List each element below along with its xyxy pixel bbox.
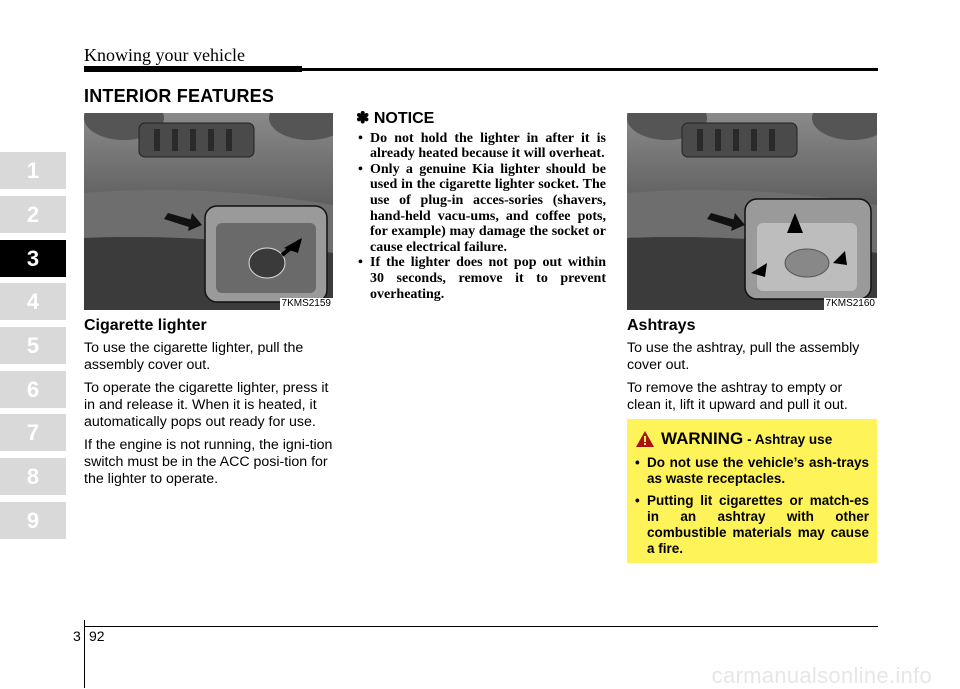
ashtray-illustration: [627, 113, 877, 310]
chapter-tab-4[interactable]: 4: [0, 283, 66, 320]
notice-item: • If the lighter does not pop out within 30 seconds, remove it to prevent overheating.: [356, 255, 606, 302]
chapter-tab-5[interactable]: 5: [0, 327, 66, 364]
notice-list: [356, 131, 606, 303]
warning-box: [627, 419, 877, 563]
lighter-illustration: [84, 113, 333, 310]
chapter-tab-2[interactable]: 2: [0, 196, 66, 233]
chapter-tab-9[interactable]: 9: [0, 502, 66, 539]
header-title: Knowing your vehicle: [84, 45, 245, 65]
warning-item: • Do not use the vehicle’s ash-trays as waste receptacles.: [635, 455, 869, 487]
lighter-section: [84, 317, 333, 494]
warning-subtitle: - Ashtray use: [747, 431, 833, 447]
lighter-photo: [84, 113, 333, 310]
lighter-heading: Cigarette lighter: [84, 317, 207, 334]
warning-title: [635, 429, 832, 449]
lighter-paragraph-1: To use the cigarette lighter, pull the assembly cover out.: [84, 340, 304, 373]
warning-triangle-icon: [635, 430, 655, 448]
warning-item: • Putting lit cigarettes or match-es in an ashtray with other combustible materials may cause a fire.: [635, 493, 869, 557]
chapter-tab-6[interactable]: 6: [0, 371, 66, 408]
photo-code: 7KMS2159: [281, 298, 331, 309]
ashtrays-section: [627, 317, 877, 420]
notice-symbol-icon: ✽: [356, 110, 370, 127]
photo-code: 7KMS2160: [825, 298, 875, 309]
footer-page-number: 92: [89, 628, 105, 644]
footer-chapter: 3: [73, 628, 81, 644]
chapter-tab-8[interactable]: 8: [0, 458, 66, 495]
footer-rule: [84, 626, 878, 627]
notice-title: [356, 111, 606, 127]
watermark: carmanualsonline.info: [711, 663, 932, 688]
notice-item: • Only a genuine Kia lighter should be used in the cigarette lighter socket. The use of plug-in acces-sories (shavers, hand-held vacu-ums, and coffee pots, for example) may damage the socket or cause electrical failure.: [356, 162, 606, 256]
ashtrays-heading: Ashtrays: [627, 317, 696, 334]
ashtray-photo: [627, 113, 877, 310]
notice-box: [356, 111, 606, 302]
chapter-tab-3[interactable]: 3: [0, 240, 66, 277]
section-heading: INTERIOR FEATURES: [84, 86, 275, 106]
warning-title-text: WARNING: [661, 429, 744, 448]
warning-list: [635, 455, 869, 563]
footer-divider: [84, 620, 85, 688]
chapter-tab-1[interactable]: 1: [0, 152, 66, 189]
chapter-tab-7[interactable]: 7: [0, 414, 66, 451]
ashtrays-paragraph-2: To remove the ashtray to empty or clean it, lift it upward and pull it out.: [627, 380, 848, 413]
lighter-paragraph-3: If the engine is not running, the igni-tion switch must be in the ACC posi-tion for the lighter to operate.: [84, 437, 333, 487]
lighter-paragraph-2: To operate the cigarette lighter, press it in and release it. When it is heated, it automatically pops out ready for use.: [84, 380, 329, 430]
notice-title-text: NOTICE: [373, 110, 435, 127]
ashtrays-paragraph-1: To use the ashtray, pull the assembly cover out.: [627, 340, 860, 373]
notice-item: • Do not hold the lighter in after it is already heated because it will overheat.: [356, 131, 606, 162]
header-rule-accent: [84, 66, 302, 72]
